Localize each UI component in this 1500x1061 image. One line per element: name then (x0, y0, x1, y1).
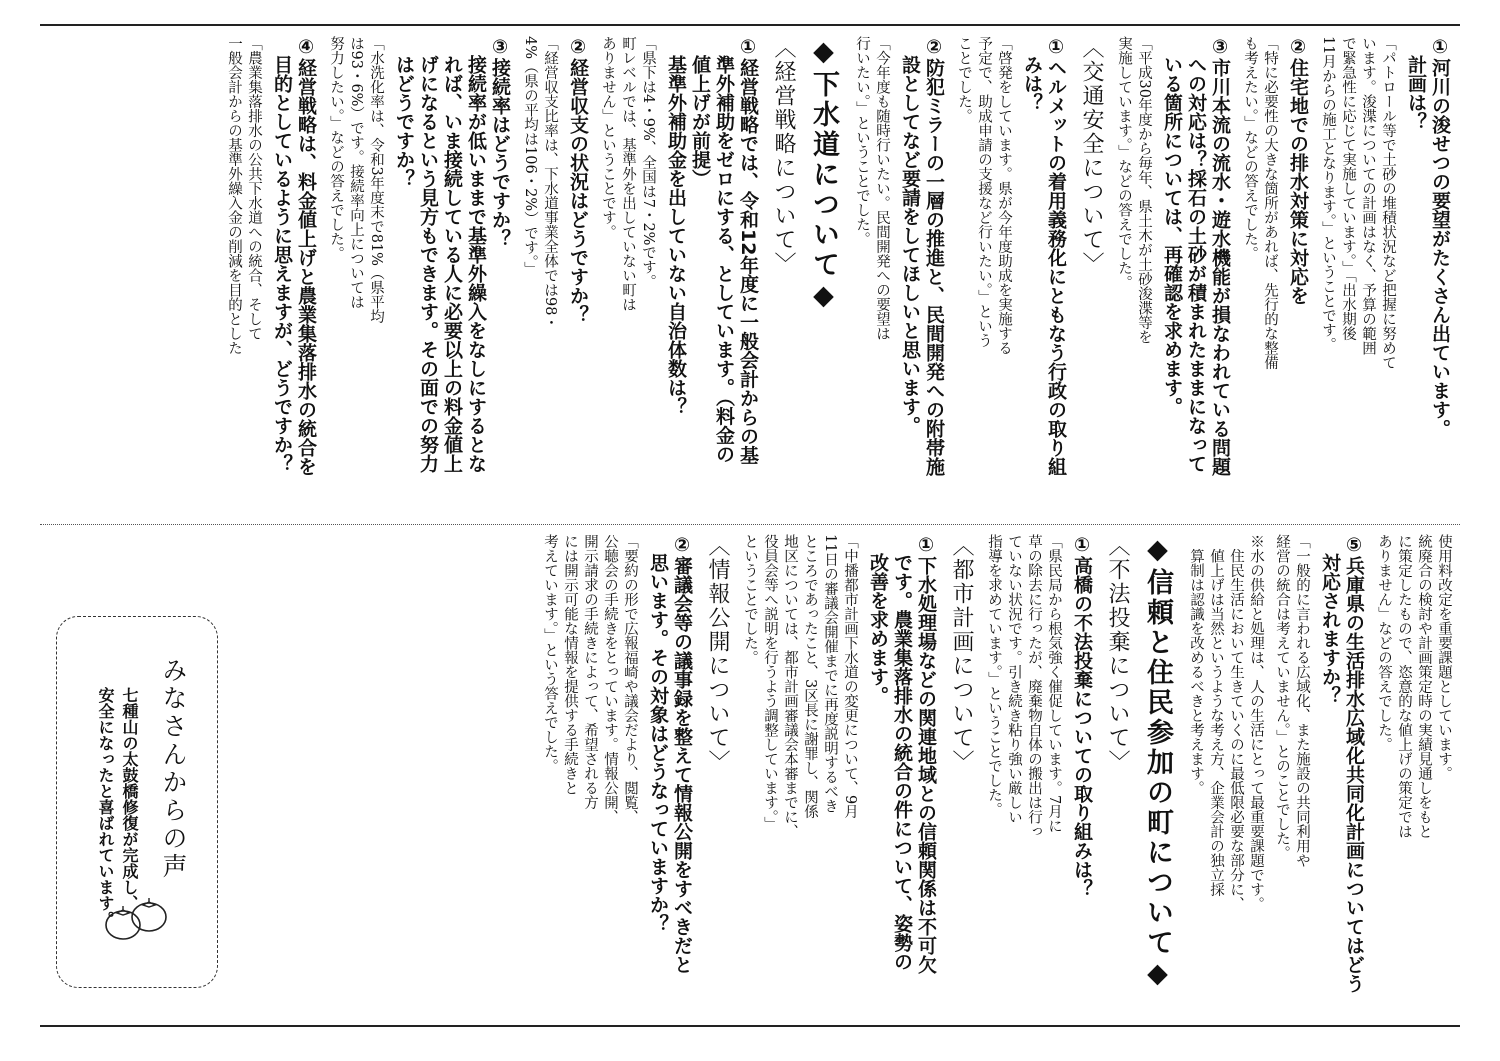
dump-head-subheading-line: 〈不法投棄について〉 (1105, 534, 1130, 774)
city-q1-question-line: です。農業集落排水の統合の件について、姿勢の (891, 534, 913, 971)
mgmt-q4-question-line: 目的としているように思えますが、どうですか？ (271, 36, 293, 473)
upper-section (40, 36, 1460, 518)
trust-head-section-heading-line: ◆信頼と住民参加の町について◆ (1142, 534, 1173, 992)
mgmt-a2-answer-line: 「経営収支比率は、下水道事業全体では98・ (542, 36, 558, 330)
city-a1-answer-line: 地区については、都市計画審議会本審までに、 (782, 534, 798, 839)
city-a1-answer-line: ということでした。 (742, 534, 758, 665)
house-a2-answer-line: も考えたい。」などの答えでした。 (1242, 36, 1258, 261)
hyogo-a5-answer-line: 経営の統合は考えていません。」とのことでした。 (1274, 534, 1290, 861)
ichikawa-q3-question-line: いる箇所については、再確認を求めます。 (1161, 36, 1183, 416)
mirror-q2-question-line: ②防犯ミラーの一層の推進と、民間開発への附帯施 (923, 36, 945, 476)
info-a2-answer-line: には開示可能な情報を提供する手続きと (562, 534, 578, 795)
mirror-a2-answer-line: 「今年度も随時行いたい。民間開発への要望は (874, 36, 890, 341)
hyogo-a5-answer-line: 「一般的に言われる広域化、また施設の共同利用や (1294, 534, 1310, 868)
mgmt-q3-question-line: ③接続率はどうですか？ (489, 36, 511, 248)
helmet-q1-question-line: ①ヘルメットの着用義務化にともなう行政の取り組 (1045, 36, 1067, 476)
info-q2-question-line: ②審議会等の議事録を整えて情報公開をすべきだと (671, 534, 693, 974)
house-q2-question-line: ②住宅地での排水対策に対応を (1287, 36, 1309, 305)
info-a2-answer-line: 公聴会の手続きをとっています。情報公開、 (602, 534, 618, 824)
mgmt-head-subheading-line: 〈経営戦略について〉 (771, 36, 796, 276)
helmet-q1-question-line: みは？ (1021, 36, 1043, 112)
city-a1-answer-line: ところであったこと、3区長に謝罪し、関係 (802, 534, 818, 819)
dump-a1-answer-line: ていない状況です。引き続き粘り強い厳しい (1006, 534, 1022, 824)
mgmt-a2-answer-line: 4%（県の平均は106・2%）です。」 (522, 36, 538, 277)
mgmt-q1-question-line: 準外補助をゼロにする、としています。（料金の (713, 36, 735, 464)
mgmt-a4-answer-line: 一般会計からの基準外繰入金の削減を目的とした (226, 36, 242, 355)
ichikawa-q3-question-line: への対応は？採石の土砂が積まれたままになって (1185, 36, 1207, 473)
voices-line: 安全になったと喜ばれています。 (96, 687, 115, 927)
ichikawa-a3-answer-line: 「平成30年度から毎年、県土木が土砂浚渫等を (1136, 36, 1152, 345)
city-a1-answer-line: 「中播都市計画下水道の変更について、9月 (842, 534, 858, 819)
mgmt-a3-answer-line: は93・6%）です。接続率向上については (348, 36, 364, 310)
info-a2-answer-line: 開示請求の手続きによって、希望される方 (582, 534, 598, 810)
dump-a1-answer-line: 「県民局から根気強く催促しています。7月に (1046, 534, 1062, 834)
voices-line: 七種山の太鼓橋修復が完成し、 (120, 687, 139, 911)
lower-section (40, 534, 1460, 1018)
helmet-a1-answer-line: 予定で、助成申請の支援など行いたい。」という (976, 36, 992, 348)
rate-a-answer-line: 使用料改定を重要課題としています。 (1436, 534, 1452, 781)
mgmt-q3-question-line: 接続率が低いままで基準外繰入をなしにするとな (465, 36, 487, 473)
city-q1-question-line: 改善を求めます。 (867, 534, 889, 705)
river-a1-answer-line: 11月からの施工となります。」ということです。 (1320, 36, 1336, 352)
hyogo-q5-question-line: 対応されますか？ (1319, 534, 1341, 705)
info-a2-answer-line: 考えています。」という答えでした。 (542, 534, 558, 774)
mgmt-q3-question-line: げになるという見方もできます。その面での努力 (417, 36, 439, 473)
info-q2-question-line: 思います。その対象はどうなっていますか？ (647, 534, 669, 933)
mgmt-q1-question-line: ①経営戦略では、令和12年度に一般会計からの基 (737, 36, 759, 465)
river-q1-question-line: 計画は？ (1405, 36, 1427, 131)
river-a1-answer-line: で緊急性に応じて実施しています。」「出水期後 (1340, 36, 1356, 341)
voices-title: みなさんからの声 (159, 657, 188, 881)
city-a1-answer-line: 役員会等へ説明を行うよう調整しています。」 (762, 534, 778, 832)
note-answer-line: 住民生活において生きていくのに最低限必要な部分に、 (1228, 534, 1244, 911)
ichikawa-q3-question-line: ③市川本流の流水・遊水機能が損なわれている問題 (1209, 36, 1231, 476)
note-answer-line: ※水の供給と処理は、人の生活にとって最重要課題です。 (1248, 534, 1264, 911)
ichikawa-a3-answer-line: 実施しています。」などの答えでした。 (1116, 36, 1132, 290)
note-answer-line: 値上げは当然というような考え方、企業会計の独立採 (1208, 534, 1224, 897)
voices-box (56, 616, 218, 988)
mgmt-q2-question-line: ②経営収支の状況はどうですか？ (567, 36, 589, 324)
mgmt-q1-question-line: 値上げが前提） (689, 36, 711, 188)
mgmt-a4-answer-line: 「農業集落排水の公共下水道への統合、そして (246, 36, 262, 341)
rate-a-answer-line: ありません」などの答えでした。 (1376, 534, 1392, 752)
mgmt-q3-question-line: はどうですか？ (393, 36, 415, 188)
helmet-a1-answer-line: ことでした。 (956, 36, 972, 123)
top-rule (40, 24, 1460, 26)
mirror-a2-answer-line: 行いたい。」ということでした。 (854, 36, 870, 247)
city-a1-answer-line: 11日の審議会開催までに再度説明するべき (822, 534, 838, 814)
hyogo-q5-question-line: ⑤兵庫県の生活排水広域化共同化計画についてはどう (1343, 534, 1365, 993)
info-a2-answer-line: 「要約の形で広報福崎や議会だより、閲覧、 (622, 534, 638, 824)
bottom-rule (40, 1025, 1460, 1027)
river-a1-answer-line: 「パトロール等で土砂の堆積状況など把握に努めて (1380, 36, 1396, 370)
dump-q1-question-line: ①高橋の不法投棄についての取り組みは？ (1071, 534, 1093, 898)
info-head-subheading-line: 〈情報公開について〉 (705, 534, 730, 774)
mgmt-a1-answer-line: 町レベルでは、基準外を出していない町は (620, 36, 636, 312)
mgmt-q3-question-line: れば、いま接続している人に必要以上の料金値上 (441, 36, 463, 473)
middle-divider (40, 524, 1460, 525)
persimmon-icon (103, 893, 169, 943)
mirror-q2-question-line: 設としてなど要請をしてほしいと思います。 (899, 36, 921, 435)
river-a1-answer-line: います。浚渫についての計画はなく、予算の範囲 (1360, 36, 1376, 355)
house-a2-answer-line: 「特に必要性の大きな箇所があれば、先行的な整備 (1262, 36, 1278, 370)
mgmt-a1-answer-line: ありません」ということです。 (600, 36, 616, 239)
city-q1-question-line: ①下水処理場などの関連地域との信頼関係は不可欠 (915, 534, 937, 974)
helmet-a1-answer-line: 「啓発をしています。県が今年度助成を実施する (996, 36, 1012, 355)
river-q1-question-line: ①河川の浚せつの要望がたくさん出ています。 (1429, 36, 1451, 438)
rate-a-answer-line: に策定したもので、恣意的な値上げの策定では (1396, 534, 1412, 839)
traffic-head-subheading-line: 〈交通安全について〉 (1079, 36, 1104, 276)
sewer-head-section-heading-line: ◆下水道について◆ (808, 36, 839, 314)
mgmt-a1-answer-line: 「県下は4・9%、全国は7・2%です。 (640, 36, 656, 289)
dump-a1-answer-line: 指導を求めています。」ということでした。 (986, 534, 1002, 817)
city-head-subheading-line: 〈都市計画について〉 (949, 534, 974, 774)
mgmt-a3-answer-line: 努力したい。」などの答えでした。 (328, 36, 344, 261)
mgmt-q1-question-line: 基準外補助金を出していない自治体数は？ (665, 36, 687, 416)
dump-a1-answer-line: 草の除去に行ったが、廃棄物自体の搬出は行っ (1026, 534, 1042, 839)
mgmt-q4-question-line: ④経営戦略は、料金値上げと農業集落排水の統合を (295, 36, 317, 476)
voices-text (93, 687, 141, 927)
note-answer-line: 算制は認識を改めるべきと考えます。 (1188, 534, 1204, 795)
rate-a-answer-line: 統廃合の検討や計画策定時の実績見通しをもと (1416, 534, 1432, 839)
mgmt-a3-answer-line: 「水洗化率は、令和3年度末で81%（県平均 (368, 36, 384, 324)
